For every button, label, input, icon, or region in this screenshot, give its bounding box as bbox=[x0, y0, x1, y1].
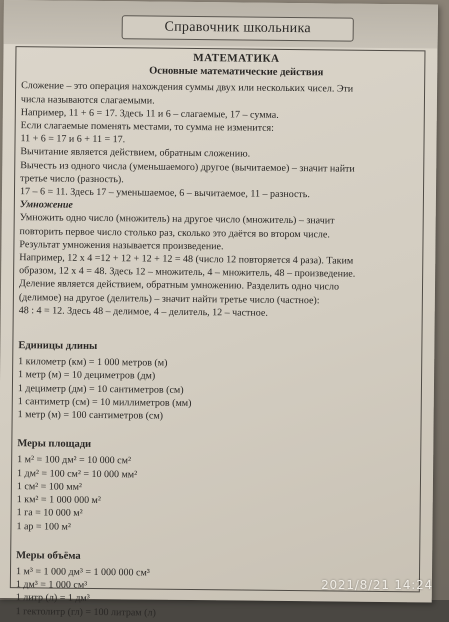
list-item: 1 метр (м) = 10 дециметров (дм) bbox=[18, 369, 156, 383]
section-title: Единицы длины bbox=[18, 340, 98, 353]
text-line: Деление является действием, обратным умножению. Разделить одно число bbox=[18, 278, 340, 293]
multiplication-division-block bbox=[19, 198, 420, 321]
text-line: числа называются слагаемыми. bbox=[20, 93, 155, 107]
text-line: 11 + 6 = 17 и 6 + 11 = 17. bbox=[20, 133, 126, 146]
subject-heading: МАТЕМАТИКА bbox=[193, 51, 280, 65]
text-line: Результат умножения называется произведение. bbox=[19, 239, 224, 253]
text-line: 48 : 4 = 12. Здесь 48 – делимое, 4 – делитель, 12 – частное. bbox=[18, 305, 268, 319]
list-item: 1 км² = 1 000 000 м² bbox=[16, 494, 101, 507]
text-line: (делимое) на другое (делитель) – значит найти третье число (частное): bbox=[18, 291, 320, 306]
list-item: 1 литр (л) = 1 дм³ bbox=[15, 592, 90, 605]
text-line: образом, 12 х 4 = 48. Здесь 12 – множитель, 4 – множитель, 48 – произведение. bbox=[19, 265, 356, 280]
section-subtitle: Основные математические действия bbox=[149, 65, 324, 79]
text-line: Умножение bbox=[19, 199, 73, 211]
text-line: Умножить одно число (множитель) на другое число (множитель) – значит bbox=[19, 212, 335, 227]
page-content bbox=[16, 50, 422, 622]
page-title: Справочник школьника bbox=[122, 15, 354, 41]
list-item: 1 дм² = 100 см² = 10 000 мм² bbox=[16, 467, 138, 481]
list-item: 1 см² = 100 мм² bbox=[16, 481, 83, 493]
list-item: 1 сантиметр (см) = 10 миллиметров (мм) bbox=[17, 396, 192, 409]
section-title: Меры объёма bbox=[16, 549, 81, 562]
list-item: 1 километр (км) = 1 000 метров (м) bbox=[18, 356, 168, 369]
text-line: 17 – 6 = 11. Здесь 17 – уменьшаемое, 6 – вычитаемое, 11 – разность. bbox=[19, 186, 310, 201]
length-units-section bbox=[18, 339, 419, 425]
list-item: 1 ар = 100 м² bbox=[16, 520, 71, 533]
text-line: Вычесть из одного числа (уменьшаемого) другое (вычитаемое) – значит найти bbox=[20, 159, 355, 175]
text-line: третье число (разность). bbox=[20, 173, 124, 186]
text-line: Если слагаемые поменять местами, то сумма не изменится: bbox=[20, 120, 274, 134]
subtraction-block bbox=[20, 146, 421, 203]
text-line: Например, 12 х 4 =12 + 12 + 12 + 12 = 48 (число 12 повторяется 4 раза). Таким bbox=[19, 252, 354, 267]
photo-timestamp: 2021/8/21 14:24 bbox=[321, 578, 433, 592]
area-units-section bbox=[16, 437, 417, 537]
text-line: Вычитание является действием, обратным сложению. bbox=[20, 146, 251, 161]
page-header bbox=[4, 0, 438, 49]
section-title: Меры площади bbox=[17, 438, 92, 451]
list-item: 1 м² = 100 дм² = 10 000 см² bbox=[17, 454, 132, 467]
list-item: 1 га = 10 000 м² bbox=[16, 507, 83, 520]
list-item: 1 м³ = 1 000 дм³ = 1 000 000 см³ bbox=[15, 566, 150, 579]
list-item: 1 гектолитр (гл) = 100 литрам (л) bbox=[15, 605, 156, 619]
text-line: повторить первое число столько раз, сколько это даётся во втором числе. bbox=[19, 225, 330, 241]
text-line: Например, 11 + 6 = 17. Здесь 11 и 6 – слагаемые, 17 – сумма. bbox=[20, 106, 279, 121]
list-item: 1 дм³ = 1 000 см³ bbox=[15, 579, 88, 592]
addition-block bbox=[20, 80, 421, 150]
text-line: Сложение – это операция нахождения суммы двух или нескольких чисел. Эти bbox=[21, 80, 354, 96]
list-item: 1 дециметр (дм) = 10 сантиметров (см) bbox=[17, 382, 184, 396]
list-item: 1 метр (м) = 100 сантиметров (см) bbox=[17, 409, 164, 422]
